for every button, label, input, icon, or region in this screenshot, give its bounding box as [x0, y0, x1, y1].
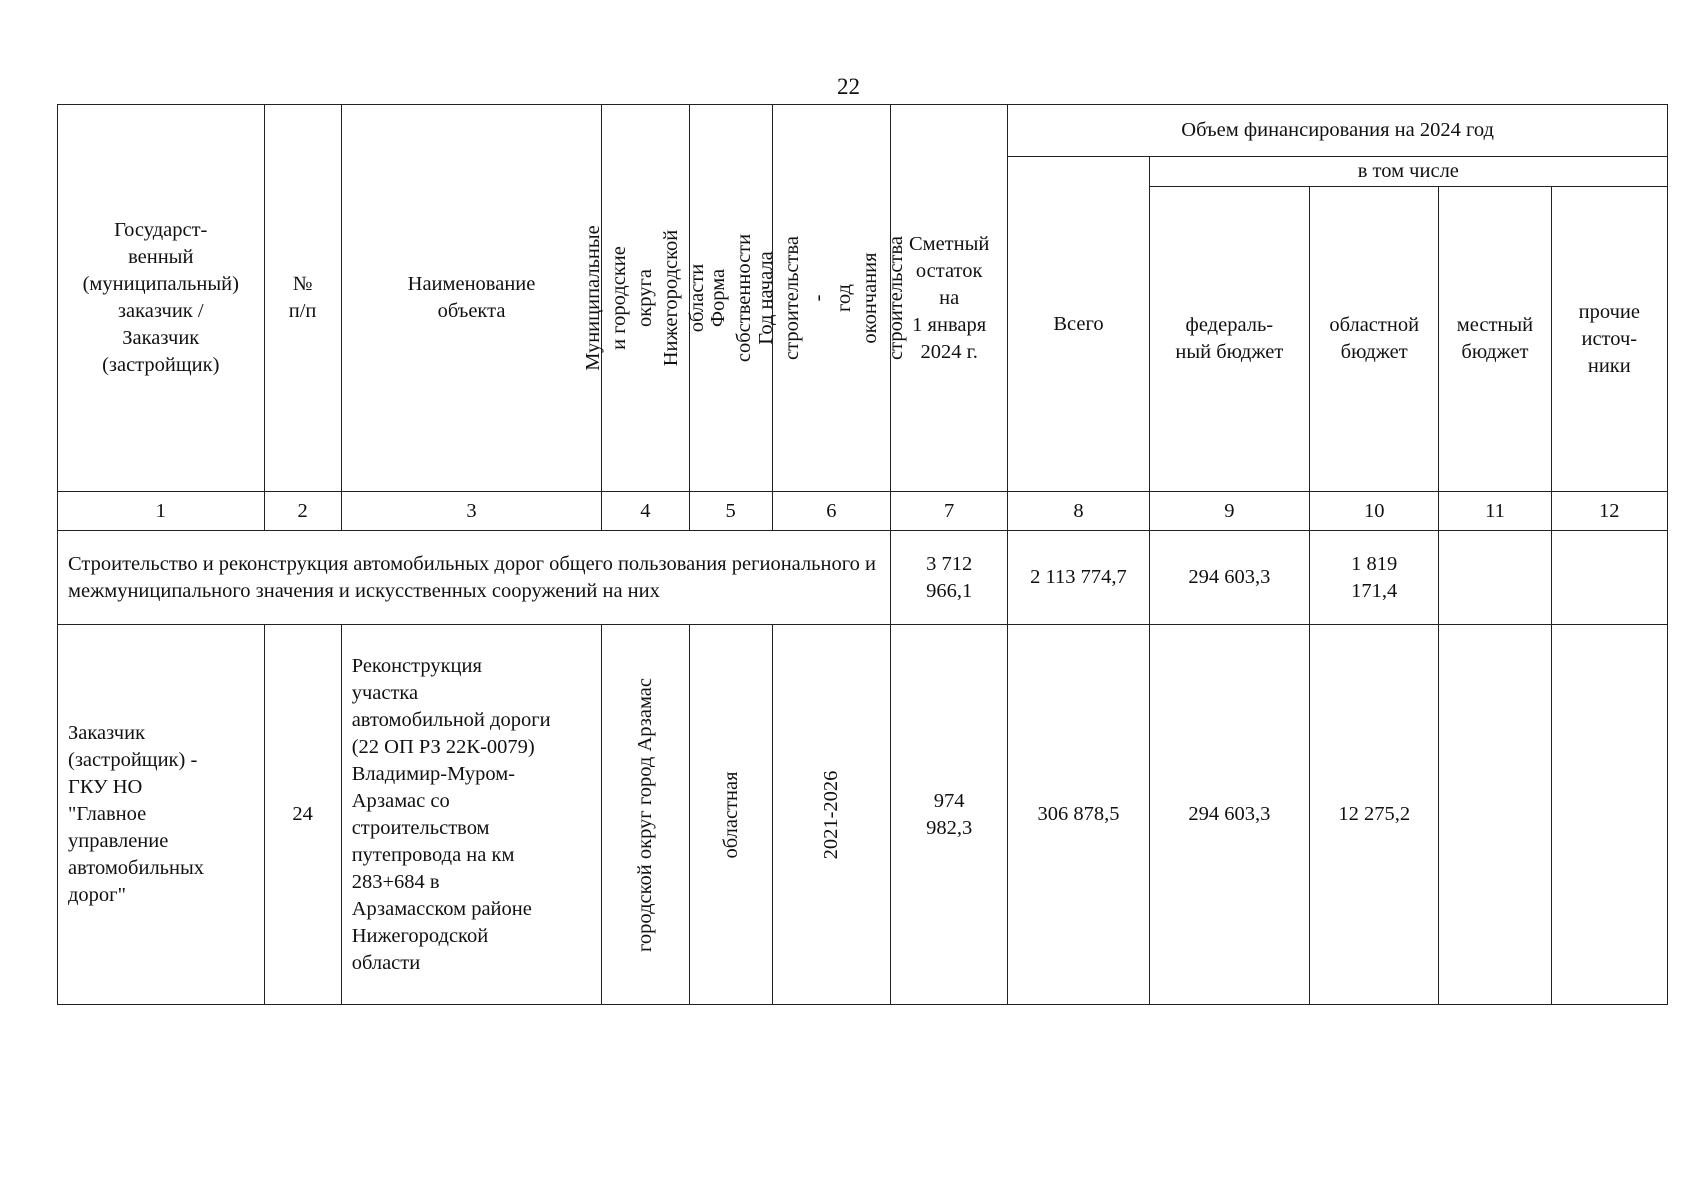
- section-regional: 1 819 171,4: [1310, 531, 1439, 625]
- section-total: 2 113 774,7: [1008, 531, 1149, 625]
- row-estimate-balance: 974 982,3: [891, 625, 1008, 1005]
- financing-table: [57, 104, 1668, 1005]
- section-local: [1439, 531, 1551, 625]
- column-number: 11: [1439, 492, 1551, 531]
- column-number: 10: [1310, 492, 1439, 531]
- column-number: 12: [1551, 492, 1667, 531]
- header-federal: федераль- ный бюджет: [1149, 187, 1309, 492]
- row-municipality-cell: [602, 625, 689, 1005]
- header-municipalities-cell: [582, 105, 709, 492]
- row-total: 306 878,5: [1008, 625, 1149, 1005]
- row-federal: 294 603,3: [1149, 625, 1309, 1005]
- header-years: Год начала строительства - год окончания строительства: [755, 236, 908, 360]
- row-ownership-cell: [689, 625, 772, 1005]
- row-number: 24: [264, 625, 341, 1005]
- header-estimate-balance: Сметный остаток на 1 января 2024 г.: [891, 105, 1008, 492]
- section-title: Строительство и реконструкция автомобильных дорог общего пользования регионального и межмуниципального значения и искусственных сооружений на них: [58, 531, 891, 625]
- column-number-row: [58, 492, 1668, 531]
- section-other: [1551, 531, 1667, 625]
- header-municipalities: Муниципальные и городские округа Нижегородской области: [582, 225, 709, 371]
- header-funding-title: Объем финансирования на 2024 год: [1008, 105, 1668, 157]
- section-estimate-balance: 3 712 966,1: [891, 531, 1008, 625]
- column-number: 2: [264, 492, 341, 531]
- section-federal: 294 603,3: [1149, 531, 1309, 625]
- row-customer: Заказчик (застройщик) - ГКУ НО "Главное управление автомобильных дорог": [58, 625, 265, 1005]
- header-including: в том числе: [1149, 157, 1667, 187]
- row-ownership: областная: [719, 770, 742, 859]
- header-object-name: Наименование объекта: [341, 105, 602, 492]
- column-number: 3: [341, 492, 602, 531]
- column-number: 7: [891, 492, 1008, 531]
- column-number: 5: [689, 492, 772, 531]
- table-row: [58, 625, 1668, 1005]
- column-number: 8: [1008, 492, 1149, 531]
- row-years-cell: [772, 625, 890, 1005]
- row-other: [1551, 625, 1667, 1005]
- row-municipality: городской округ город Арзамас: [634, 677, 657, 952]
- header-customer: Государст- венный (муниципальный) заказчик / Заказчик (застройщик): [58, 105, 265, 492]
- header-years-cell: [755, 105, 908, 492]
- column-number: 6: [772, 492, 890, 531]
- page-number: 22: [837, 74, 860, 99]
- row-regional: 12 275,2: [1310, 625, 1439, 1005]
- header-regional: областной бюджет: [1310, 187, 1439, 492]
- row-years: 2021-2026: [820, 770, 843, 859]
- header-number: № п/п: [264, 105, 341, 492]
- header-local: местный бюджет: [1439, 187, 1551, 492]
- row-object-name: Реконструкция участка автомобильной дороги (22 ОП РЗ 22К-0079) Владимир-Муром- Арзамас со строительством путепровода на км 283+684 в Арзамасском районе Нижегородской области: [341, 625, 602, 1005]
- section-row: [58, 531, 1668, 625]
- header-ownership: Форма собственности: [706, 233, 755, 363]
- header-total: Всего: [1008, 157, 1149, 492]
- row-local: [1439, 625, 1551, 1005]
- column-number: 9: [1149, 492, 1309, 531]
- header-other: прочие источ- ники: [1551, 187, 1667, 492]
- column-number: 4: [602, 492, 689, 531]
- column-number: 1: [58, 492, 265, 531]
